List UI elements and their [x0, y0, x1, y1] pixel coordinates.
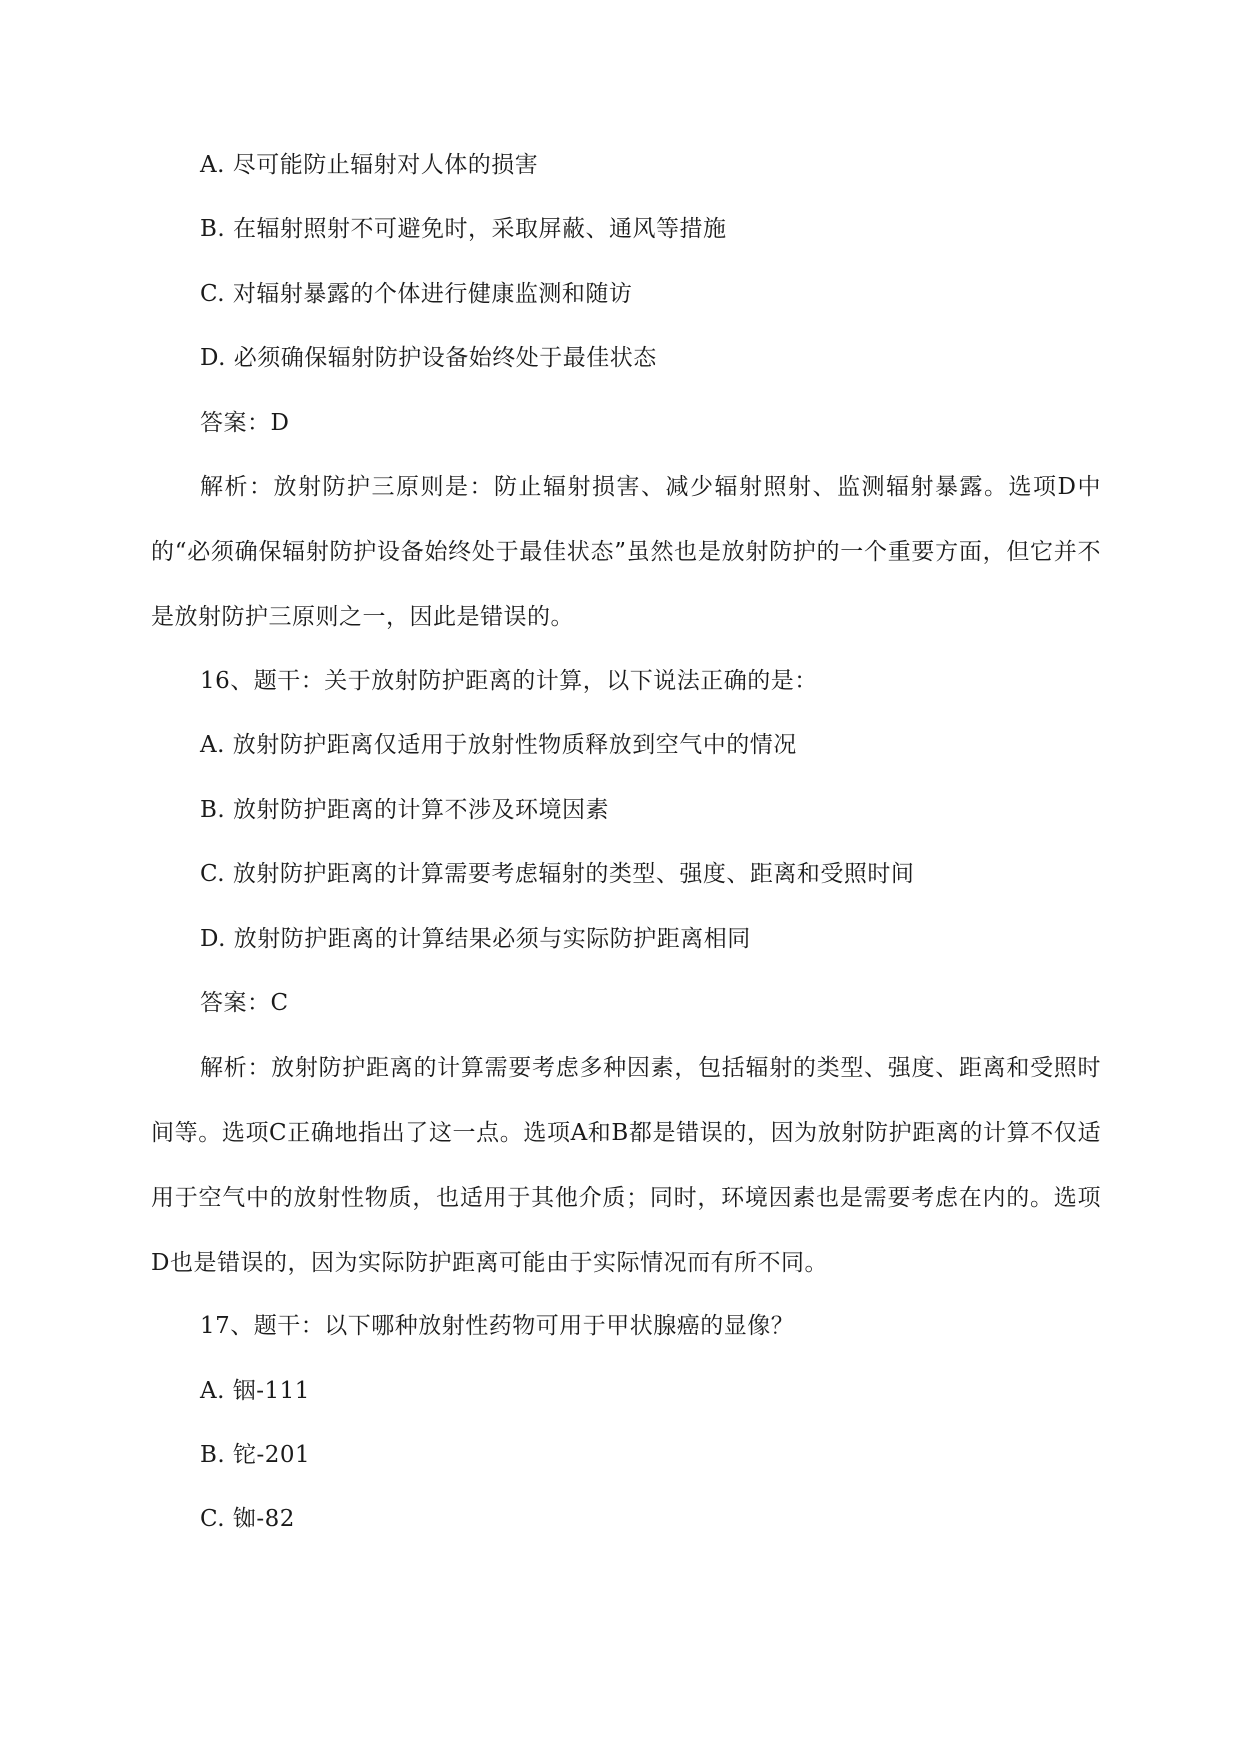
- q15-option-b: B. 在辐射照射不可避免时，采取屏蔽、通风等措施: [200, 216, 727, 242]
- q16-option-c: C. 放射防护距离的计算需要考虑辐射的类型、强度、距离和受照时间: [200, 861, 915, 887]
- q16-analysis: 解析：放射防护距离的计算需要考虑多种因素，包括辐射的类型、强度、距离和受照时间等。选项C正确地指出了这一点。选项A和B都是错误的，因为放射防护距离的计算不仅适用于空气中的放射性物质，也适用于其他介质；同时，环境因素也是需要考虑在内的。选项D也是错误的，因为实际防护距离可能由于实际情况而有所不同。: [151, 1055, 1101, 1276]
- q17-stem: 17、题干：以下哪种放射性药物可用于甲状腺癌的显像？: [200, 1313, 795, 1339]
- q17-option-c: C. 铷-82: [200, 1506, 295, 1532]
- q17-option-b: B. 铊-201: [200, 1442, 311, 1468]
- q15-option-d: D. 必须确保辐射防护设备始终处于最佳状态: [200, 345, 657, 371]
- q15-analysis: 解析：放射防护三原则是：防止辐射损害、减少辐射照射、监测辐射暴露。选项D中的“必须确保辐射防护设备始终处于最佳状态”虽然也是放射防护的一个重要方面，但它并不是放射防护三原则之一，因此是错误的。: [151, 474, 1101, 630]
- q15-option-c: C. 对辐射暴露的个体进行健康监测和随访: [200, 281, 633, 307]
- q17-option-a: A. 铟-111: [200, 1378, 310, 1404]
- q16-option-a: A. 放射防护距离仅适用于放射性物质释放到空气中的情况: [200, 732, 797, 758]
- q16-stem: 16、题干：关于放射防护距离的计算，以下说法正确的是：: [200, 668, 818, 694]
- q16-answer: 答案：C: [200, 990, 289, 1016]
- q16-option-b: B. 放射防护距离的计算不涉及环境因素: [200, 797, 610, 823]
- q15-option-a: A. 尽可能防止辐射对人体的损害: [200, 152, 539, 178]
- q15-answer: 答案：D: [200, 410, 290, 436]
- q16-option-d: D. 放射防护距离的计算结果必须与实际防护距离相同: [200, 926, 751, 952]
